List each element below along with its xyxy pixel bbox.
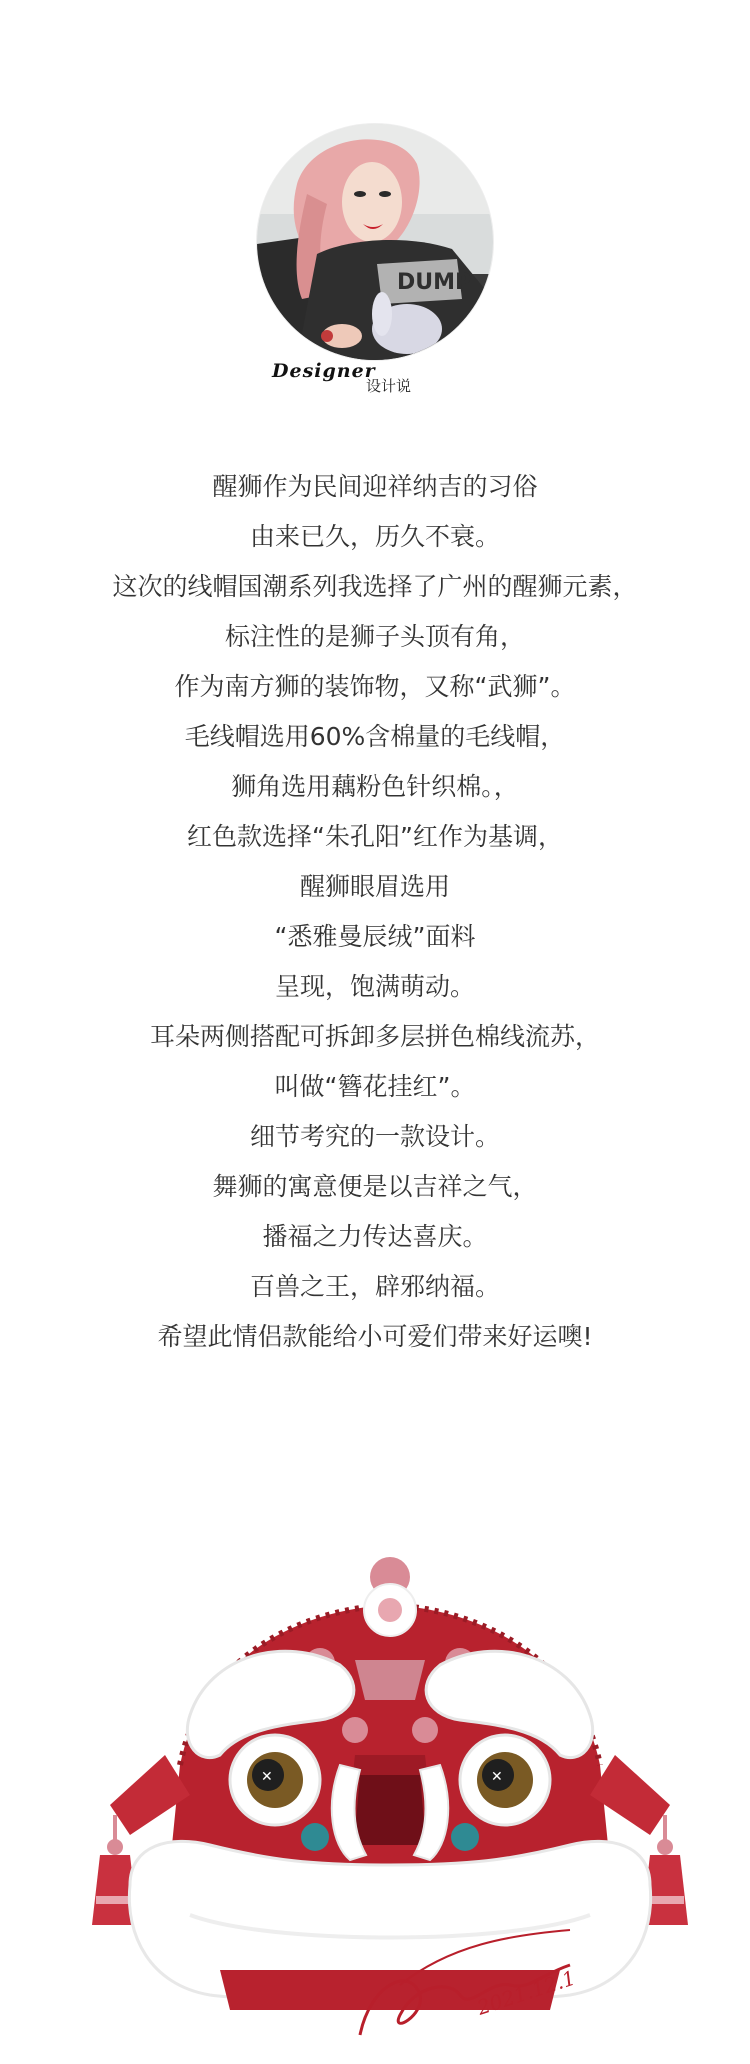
signature-date: 2021.12.1 <box>474 1965 579 2020</box>
poem-line: 播福之力传达喜庆。 <box>262 1222 488 1251</box>
poem-line: 舞狮的寓意便是以吉祥之气， <box>212 1172 538 1201</box>
poem-line: 醒狮作为民间迎祥纳吉的习俗 <box>212 472 538 501</box>
poem-line: 呈现，饱满萌动。 <box>274 972 475 1001</box>
poem-line: 醒狮眼眉选用 <box>299 872 450 901</box>
poem-line: 耳朵两侧搭配可拆卸多层拼色棉线流苏， <box>149 1022 600 1051</box>
poem-line: 细节考究的一款设计。 <box>249 1122 500 1151</box>
horn-pompom-icon <box>364 1557 416 1636</box>
designer-script-label: Designer <box>272 360 376 382</box>
left-eye-icon <box>230 1735 320 1825</box>
lion-hat-illustration <box>70 1515 710 2060</box>
poem-line: 由来已久，历久不衰。 <box>249 522 500 551</box>
poem-line: 作为南方狮的装饰物，又称“武狮”。 <box>174 672 576 701</box>
poem-line: 希望此情侣款能给小可爱们带来好运噢! <box>157 1322 593 1351</box>
poem-line: 毛线帽选用60%含棉量的毛线帽， <box>184 722 566 751</box>
description-poem <box>0 462 750 1362</box>
poem-line: 标注性的是狮子头顶有角， <box>224 622 525 651</box>
right-eye-icon <box>460 1735 550 1825</box>
poem-line: 红色款选择“朱孔阳”红作为基调， <box>187 822 563 851</box>
poem-line: “悉雅曼辰绒”面料 <box>274 922 476 951</box>
svg-text:DUMP: DUMP <box>397 270 472 295</box>
designer-portrait-image <box>257 124 493 360</box>
designer-chinese-label: 设计说 <box>366 377 412 395</box>
svg-text:✕: ✕ <box>261 1769 273 1785</box>
designer-title <box>272 360 532 400</box>
poem-line: 这次的线帽国潮系列我选择了广州的醒狮元素， <box>112 572 638 601</box>
poem-line: 百兽之王，辟邪纳福。 <box>249 1272 500 1301</box>
svg-text:✕: ✕ <box>491 1769 503 1785</box>
poem-line: 狮角选用藕粉色针织棉。， <box>231 772 519 801</box>
poem-line: 叫做“簪花挂红”。 <box>274 1072 476 1101</box>
lion-hat-drawing <box>70 1515 710 2060</box>
designer-avatar <box>257 124 493 360</box>
